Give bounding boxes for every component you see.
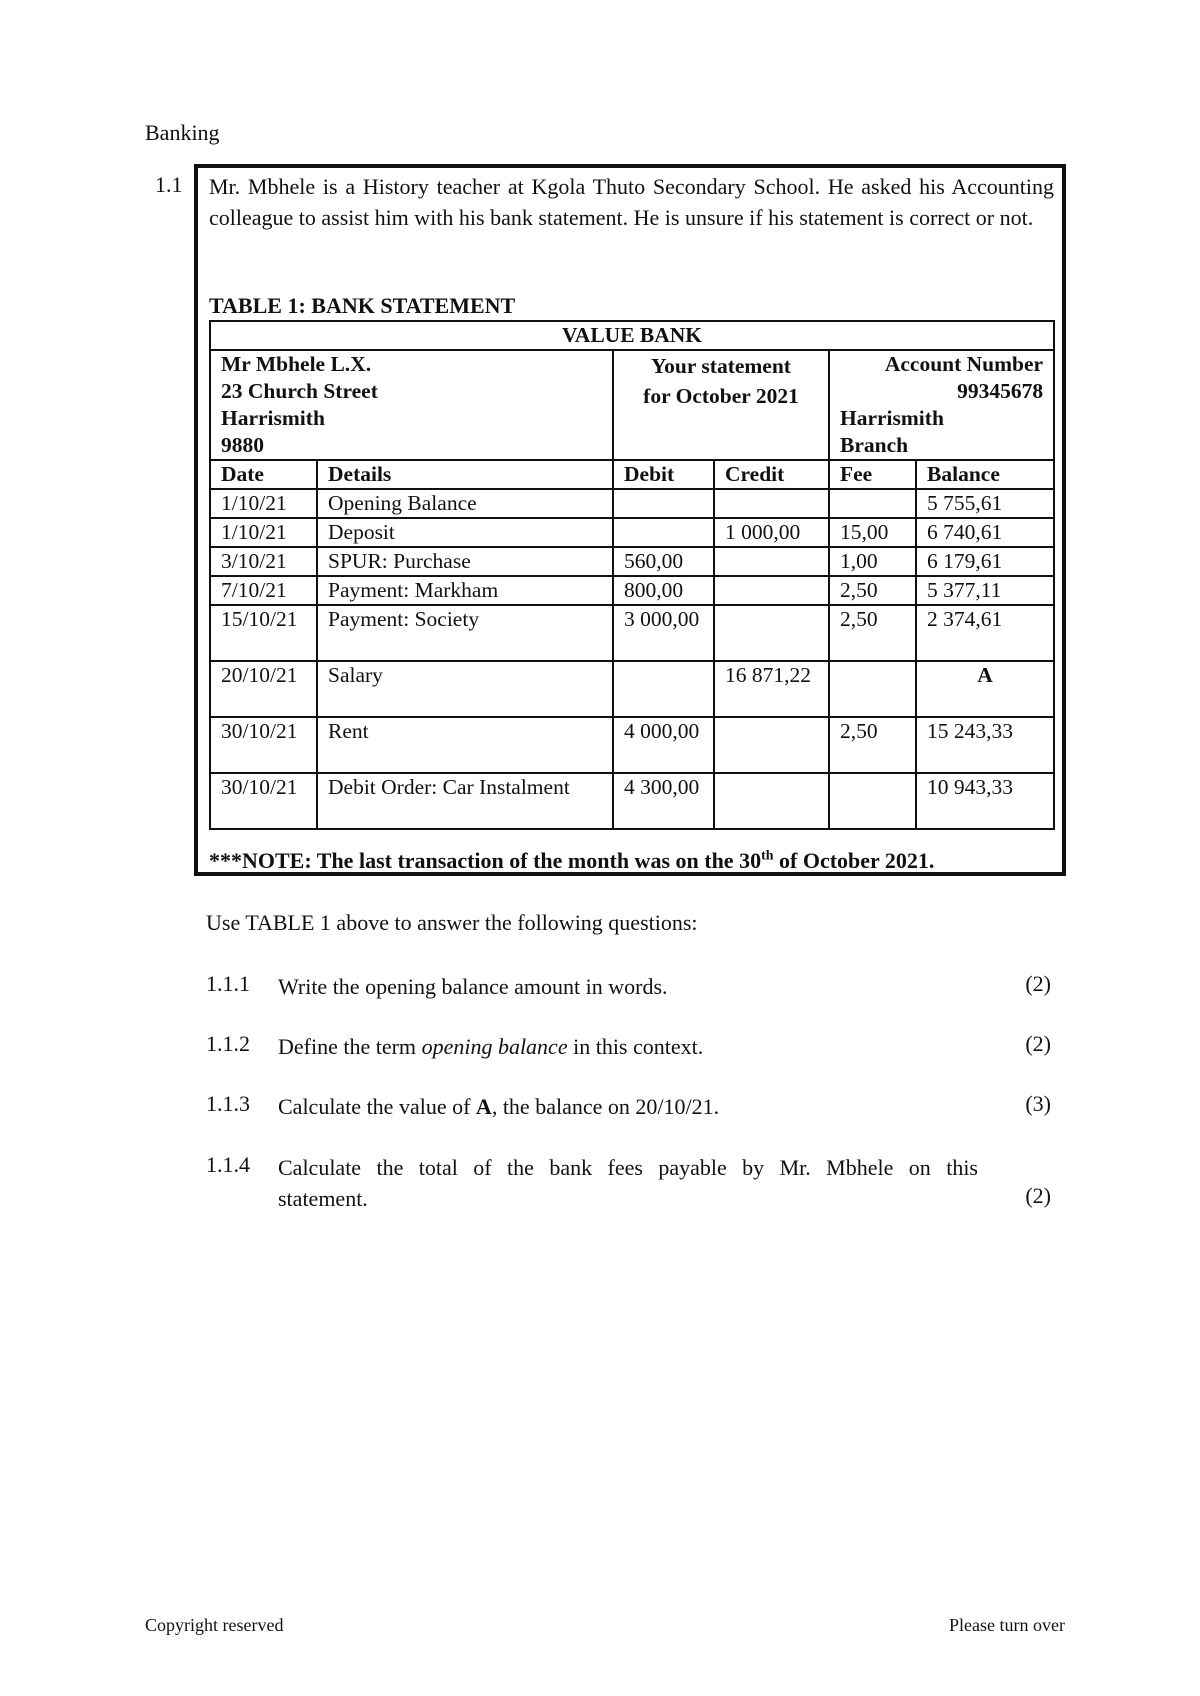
cell-details: Debit Order: Car Instalment	[317, 773, 613, 829]
term-bold: A	[475, 1094, 492, 1119]
period-line1: Your statement	[651, 354, 791, 378]
customer-address	[210, 350, 613, 460]
question-text: Write the opening balance amount in words.	[278, 974, 668, 999]
account-label: Account Number	[884, 352, 1044, 376]
text-before: Calculate the value of	[278, 1094, 476, 1119]
cell-credit	[714, 547, 829, 576]
table-row	[210, 489, 1054, 518]
branch-line2: Branch	[840, 433, 909, 457]
table-row	[210, 717, 1054, 773]
cell-balance-unknown-a: A	[916, 661, 1054, 717]
cell-date: 1/10/21	[210, 518, 317, 547]
question-box	[194, 164, 1066, 876]
cell-details: Payment: Markham	[317, 576, 613, 605]
column-header-debit: Debit	[613, 460, 714, 489]
cell-balance: 2 374,61	[916, 605, 1054, 661]
cell-details: Salary	[317, 661, 613, 717]
cell-date: 20/10/21	[210, 661, 317, 717]
cell-credit: 16 871,22	[714, 661, 829, 717]
cell-debit: 4 000,00	[613, 717, 714, 773]
note-prefix: ***NOTE: The last transaction of the month was on the 30	[209, 848, 762, 873]
question-number: 1.1	[155, 172, 183, 197]
cell-debit: 3 000,00	[613, 605, 714, 661]
bank-statement-table	[209, 320, 1055, 830]
footer-turn-over: Please turn over	[949, 1615, 1065, 1635]
note-superscript: th	[761, 848, 774, 864]
cell-debit: 4 300,00	[613, 773, 714, 829]
cell-debit	[613, 518, 714, 547]
cell-fee: 2,50	[829, 717, 916, 773]
branch-line1: Harrismith	[840, 406, 944, 430]
cell-date: 30/10/21	[210, 717, 317, 773]
cell-debit: 560,00	[613, 547, 714, 576]
customer-street: 23 Church Street	[221, 379, 378, 403]
note-suffix: of October 2021.	[773, 848, 935, 873]
table-row	[210, 576, 1054, 605]
question-marks: (2)	[1025, 971, 1051, 996]
bank-name: VALUE BANK	[210, 321, 1054, 350]
column-header-details: Details	[317, 460, 613, 489]
statement-period	[613, 350, 829, 460]
cell-balance: 15 243,33	[916, 717, 1054, 773]
cell-balance: 6 740,61	[916, 518, 1054, 547]
cell-debit	[613, 489, 714, 518]
cell-fee: 2,50	[829, 576, 916, 605]
column-header-credit: Credit	[714, 460, 829, 489]
term-italic: opening balance	[421, 1034, 568, 1059]
customer-name: Mr Mbhele L.X.	[221, 352, 372, 376]
question-text	[278, 1152, 978, 1214]
account-number: 99345678	[957, 379, 1044, 403]
footer-copyright: Copyright reserved	[145, 1615, 284, 1635]
period-line2: for October 2021	[643, 384, 799, 408]
question-text-line2: statement.	[278, 1186, 368, 1211]
cell-credit	[714, 717, 829, 773]
cell-credit	[714, 489, 829, 518]
intro-text: Mr. Mbhele is a History teacher at Kgola Thuto Secondary School. He asked his Accounting colleague to assist him with his bank statement. He is unsure if his statement is correct or not.	[209, 174, 1054, 230]
table-row	[210, 518, 1054, 547]
table-row	[210, 773, 1054, 829]
cell-fee	[829, 773, 916, 829]
customer-town: Harrismith	[221, 406, 325, 430]
column-header-balance: Balance	[916, 460, 1054, 489]
cell-balance: 5 377,11	[916, 576, 1054, 605]
cell-credit	[714, 605, 829, 661]
table-row	[210, 661, 1054, 717]
cell-details: Payment: Society	[317, 605, 613, 661]
cell-date: 15/10/21	[210, 605, 317, 661]
table-title: TABLE 1: BANK STATEMENT	[209, 293, 516, 318]
column-header-fee: Fee	[829, 460, 916, 489]
question-number: 1.1.3	[206, 1091, 250, 1116]
question-text-line1: Calculate the total of the bank fees payable by Mr. Mbhele on this	[278, 1155, 978, 1180]
question-number: 1.1.4	[206, 1152, 250, 1177]
cell-date: 3/10/21	[210, 547, 317, 576]
cell-debit	[613, 661, 714, 717]
cell-balance: 6 179,61	[916, 547, 1054, 576]
question-marks: (2)	[1025, 1183, 1051, 1208]
customer-code: 9880	[221, 433, 264, 457]
statement-note	[209, 848, 934, 874]
question-marks: (2)	[1025, 1031, 1051, 1056]
question-text	[278, 1031, 978, 1062]
question-text	[278, 1091, 978, 1122]
text-after: , the balance on 20/10/21.	[491, 1094, 720, 1119]
cell-balance: 5 755,61	[916, 489, 1054, 518]
text-after: in this context.	[567, 1034, 704, 1059]
section-heading: Banking	[145, 120, 220, 145]
question-marks: (3)	[1025, 1091, 1051, 1116]
account-info	[829, 350, 1054, 460]
cell-debit: 800,00	[613, 576, 714, 605]
column-header-date: Date	[210, 460, 317, 489]
table-row	[210, 547, 1054, 576]
cell-balance: 10 943,33	[916, 773, 1054, 829]
cell-date: 30/10/21	[210, 773, 317, 829]
cell-credit	[714, 773, 829, 829]
cell-details: Deposit	[317, 518, 613, 547]
cell-date: 7/10/21	[210, 576, 317, 605]
table-row	[210, 605, 1054, 661]
cell-details: Opening Balance	[317, 489, 613, 518]
question-number: 1.1.2	[206, 1031, 250, 1056]
cell-credit	[714, 576, 829, 605]
text-before: Define the term	[278, 1034, 422, 1059]
cell-details: Rent	[317, 717, 613, 773]
question-number: 1.1.1	[206, 971, 250, 996]
cell-details: SPUR: Purchase	[317, 547, 613, 576]
cell-fee: 2,50	[829, 605, 916, 661]
cell-fee	[829, 489, 916, 518]
cell-fee: 1,00	[829, 547, 916, 576]
cell-date: 1/10/21	[210, 489, 317, 518]
instruction-text: Use TABLE 1 above to answer the following questions:	[206, 910, 698, 935]
cell-fee	[829, 661, 916, 717]
cell-credit: 1 000,00	[714, 518, 829, 547]
cell-fee: 15,00	[829, 518, 916, 547]
